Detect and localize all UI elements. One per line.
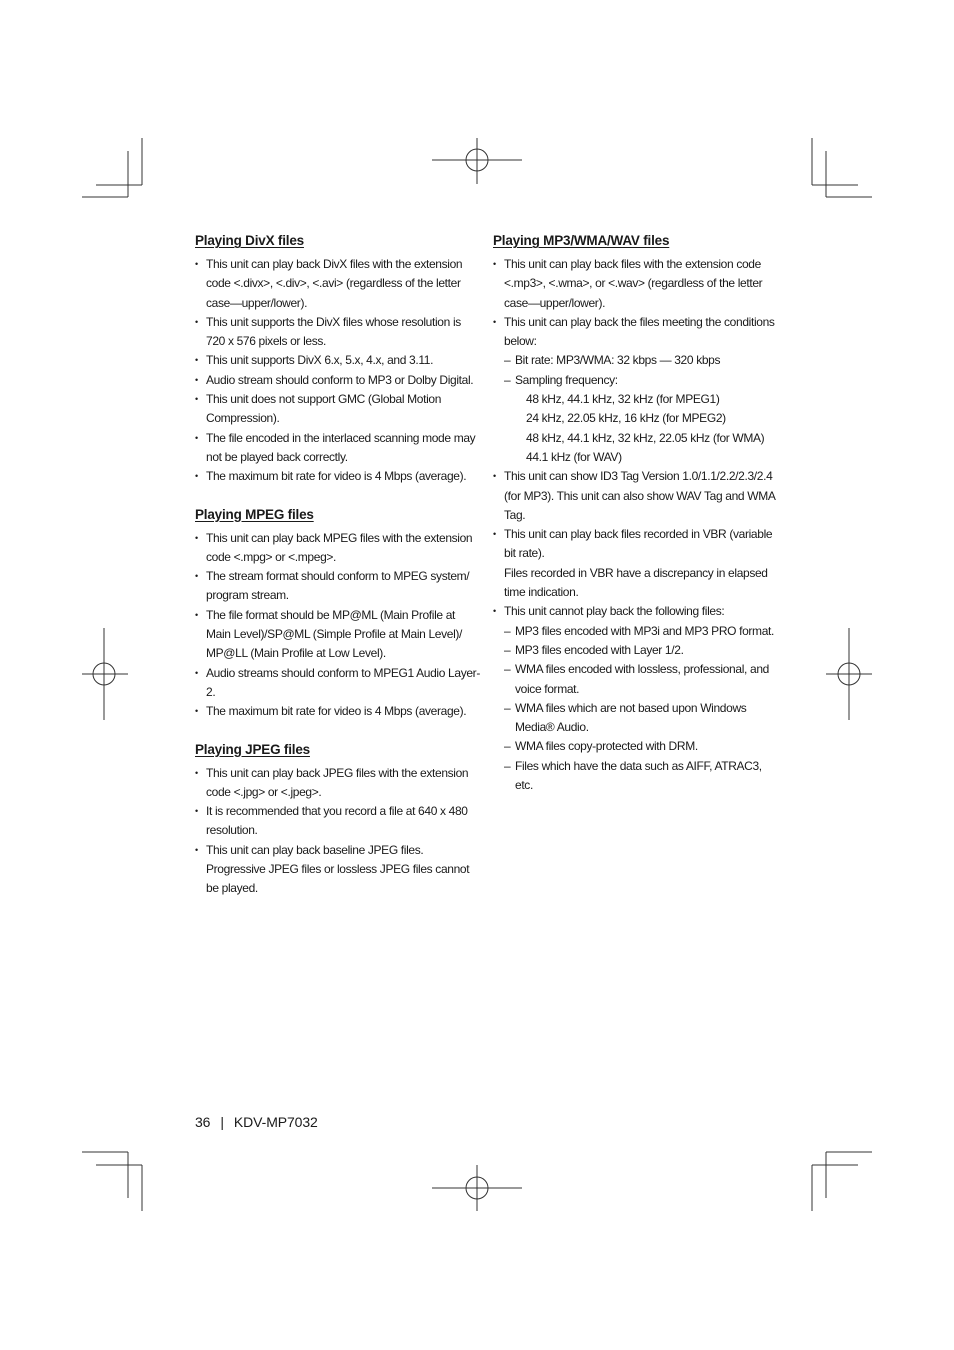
page-number: 36 [195,1114,211,1130]
sub-list [493,622,778,796]
sub-item-text: WMA files which are not based upon Windows Media® Audio. [515,700,747,735]
bullet-text: This unit supports the DivX files whose resolution is 720 x 576 pixels or less. [206,314,461,349]
bullet-text: The maximum bit rate for video is 4 Mbps (average). [206,469,467,484]
bullet-item [195,567,480,606]
bullet-text: This unit can play back DivX files with the extension code <.divx>, <.div>, <.avi> (regardless of the letter case—upper/lower). [206,257,463,310]
bullet-item [195,313,480,352]
sub-item-line: 24 kHz, 22.05 kHz, 16 kHz (for MPEG2) [526,411,726,426]
section-title: Playing MPEG files [195,506,314,522]
bullet-item [195,429,480,468]
sub-item-text: Bit rate: MP3/WMA: 32 kbps — 320 kbps [515,353,721,368]
bullet-item [195,764,480,803]
sub-item-text: MP3 files encoded with Layer 1/2. [515,642,684,657]
bullet-item [493,313,778,467]
sub-item-text: Sampling frequency: [515,372,618,387]
bullet-list [195,255,480,487]
bullet-item [195,529,480,568]
bullet-text: This unit cannot play back the following files: [504,604,725,619]
bullet-text: This unit can play back files recorded in VBR (variable bit rate). [504,527,773,561]
bullet-text: The file encoded in the interlaced scanning mode may not be played back correctly. [206,430,476,464]
bullet-item [195,371,480,390]
section-title: Playing DivX files [195,233,304,248]
bullet-text: This unit supports DivX 6.x, 5.x, 4.x, and 3.11. [206,353,434,368]
sub-item [493,371,778,467]
bullet-text: The stream format should conform to MPEG system/ program stream. [206,569,470,603]
sub-item [493,351,778,370]
bullet-item [195,351,480,370]
bullet-text: The file format should be MP@ML (Main Profile at Main Level)/SP@ML (Simple Profile at Main Level)/ MP@LL (Main Profile at Low Level). [206,607,463,661]
footer-separator: | [220,1114,224,1130]
model-name: KDV-MP7032 [233,1114,318,1130]
sub-item [493,737,778,756]
bullet-item [195,664,480,703]
sub-item-text: Files which have the data such as AIFF, ATRAC3, etc. [515,758,762,793]
section [195,230,480,487]
section [493,230,778,795]
bullet-text: This unit can show ID3 Tag Version 1.0/1.1/2.2/2.3/2.4 (for MP3). This unit can also show WAV Tag and WMA Tag. [504,469,775,522]
bullet-text: This unit can play back JPEG files with the extension code <.jpg> or <.jpeg>. [206,765,469,799]
section [195,739,480,899]
sub-item-line: 48 kHz, 44.1 kHz, 32 kHz, 22.05 kHz (for WMA) [526,430,765,445]
sub-item-text: WMA files copy-protected with DRM. [515,739,698,754]
bullet-item [195,467,480,486]
sub-item [493,622,778,641]
bullet-extra-text: Progressive JPEG files or lossless JPEG files cannot be played. [206,862,470,896]
section [195,504,480,722]
bullet-item [493,467,778,525]
bullet-list [493,255,778,795]
sub-item-line: 44.1 kHz (for WAV) [526,449,622,464]
bullet-item [493,525,778,602]
bullet-item [195,390,480,429]
left-column [195,230,480,916]
bullet-text: This unit can play back files with the extension code <.mp3>, <.wma>, or <.wav> (regardless of the letter case—upper/lower). [504,257,763,310]
right-column [493,230,778,812]
bullet-text: Audio streams should conform to MPEG1 Audio Layer-2. [206,665,480,699]
bullet-text: The maximum bit rate for video is 4 Mbps (average). [206,704,467,719]
bullet-text: Audio stream should conform to MP3 or Dolby Digital. [206,372,474,387]
bullet-list [195,764,480,899]
bullet-item [195,702,480,721]
bullet-text: This unit can play back the files meeting the conditions below: [504,314,775,349]
sub-item-text: WMA files encoded with lossless, professional, and voice format. [515,662,769,696]
bullet-item [195,841,480,899]
bullet-item [493,602,778,795]
bullet-text: This unit does not support GMC (Global Motion Compression). [206,392,442,426]
page-footer [195,1112,318,1132]
bullet-list [195,529,480,722]
bullet-item [195,802,480,841]
sub-item-line: 48 kHz, 44.1 kHz, 32 kHz (for MPEG1) [526,392,720,407]
sub-item [493,641,778,660]
sub-item-text: MP3 files encoded with MP3i and MP3 PRO format. [515,623,774,638]
bullet-extra-text: Files recorded in VBR have a discrepancy in elapsed time indication. [504,565,768,600]
sub-list [493,351,778,467]
bullet-text: This unit can play back MPEG files with the extension code <.mpg> or <.mpeg>. [206,530,473,564]
sub-item [493,757,778,796]
bullet-item [195,606,480,664]
section-title: Playing JPEG files [195,741,310,757]
sub-item [493,660,778,699]
sub-item [493,699,778,738]
bullet-text: This unit can play back baseline JPEG files. [206,842,424,857]
bullet-item [195,255,480,313]
bullet-text: It is recommended that you record a file at 640 x 480 resolution. [206,804,468,838]
section-title: Playing MP3/WMA/WAV files [493,233,670,248]
bullet-item [493,255,778,313]
